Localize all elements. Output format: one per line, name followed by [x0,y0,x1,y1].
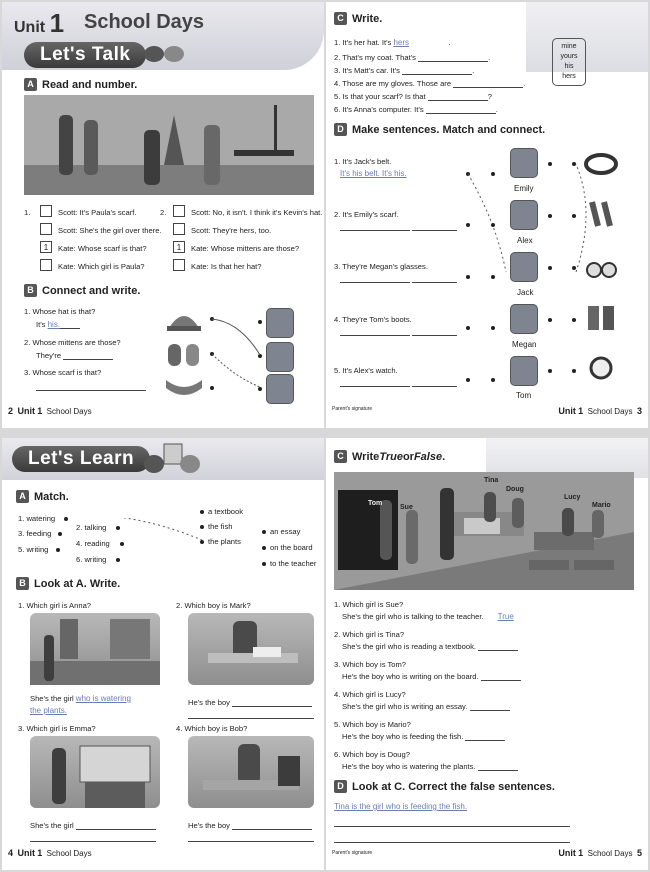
connect-dot[interactable] [548,162,552,166]
footer [558,406,642,416]
page-number: 4 [8,848,14,858]
punct: . [523,79,526,88]
kid-portrait-jack [510,252,538,282]
section-b-heading [16,577,120,590]
kid-name: Tom [516,391,532,400]
answer-prefix: She's the girl [30,694,74,703]
answer-line [340,327,457,336]
page-3 [326,2,648,428]
kid-portrait-alex [510,200,538,230]
blank[interactable] [478,643,518,651]
mittens-icon [164,340,204,368]
section-d-heading [334,123,545,136]
connect-dot[interactable] [466,326,470,330]
unit-word: Unit [14,19,46,36]
blank[interactable] [478,763,518,771]
question: 4. Which boy is Bob? [176,724,248,733]
blank[interactable] [63,352,113,360]
section-title: Look at A. Write. [34,577,121,590]
connect-dot[interactable] [548,369,552,373]
answer-line [188,821,312,830]
unit-number: 1 [49,8,65,38]
punct: . [495,105,498,114]
blank[interactable] [412,328,457,336]
answer-line [334,802,570,811]
statement: He's the boy who is watering the plants. [342,762,476,771]
statement-line [342,732,505,741]
answer-prefix: He's the boy [188,698,230,707]
punct: . [488,53,491,62]
character-label: Mario [592,502,611,509]
sentence-prompt: 1. It's Jack's belt. [334,157,392,166]
footer [8,406,92,416]
match-item: 5. writing [18,545,49,554]
blank[interactable] [76,822,156,830]
footer-title: School Days [46,849,92,858]
section-d-heading [334,780,555,793]
section-b-heading [24,284,140,297]
connect-dot[interactable] [491,378,495,382]
section-letter: A [24,78,37,91]
answer-line [188,698,312,707]
connect-lines [210,317,260,392]
blank[interactable] [188,834,314,842]
sentence-prompt: 5. It's Alex's watch. [334,366,398,375]
question: 3. Which boy is Tom? [334,660,407,669]
connect-dot[interactable] [548,318,552,322]
match-item: the fish [208,522,233,531]
question: 2. Whose mittens are those? [24,338,121,347]
answer-line [340,222,457,231]
answer-line [30,706,156,715]
order-box[interactable] [40,205,52,217]
handwritten-answer[interactable]: Tina is the girl who is feeding the fish. [334,802,468,811]
order-box[interactable]: 1 [173,241,185,253]
kid-name: Emily [514,184,534,193]
dialog-line: Kate: Which girl is Paula? [58,262,145,271]
match-item: an essay [270,527,301,536]
blank[interactable] [60,321,80,329]
character-label: Tom [368,500,383,507]
blank[interactable] [340,379,410,387]
word: his [564,63,574,70]
connect-dot[interactable] [56,548,60,552]
page-5 [326,438,648,870]
connect-dot[interactable] [572,369,576,373]
statement-line [342,702,510,711]
blank[interactable] [340,223,410,231]
connect-dot[interactable] [200,525,204,529]
word-box [552,38,586,86]
connect-dot[interactable] [548,266,552,270]
connect-lines [466,162,648,282]
footer-unit-num: 1 [37,406,43,416]
scarf-icon [164,374,204,400]
handwritten-answer[interactable]: It's his belt. It's his. [340,169,407,178]
question: 1. Which girl is Anna? [18,601,92,610]
belt-icon [584,150,618,178]
handwritten-answer[interactable]: True [497,612,514,621]
section-letter: C [334,450,347,463]
dialog-line: Scott: They're hers, too. [191,226,272,235]
prompt: 1. It's her hat. It's [334,38,392,47]
page-4 [2,438,324,870]
answer-line [340,274,457,283]
punct: . [448,38,451,47]
answer-line [334,834,570,843]
blank[interactable] [334,835,570,843]
answer-line [36,382,146,391]
section-letter: D [334,123,347,136]
kid-portrait-tom [510,356,538,386]
handwritten-answer[interactable]: hers [393,38,410,47]
dialog-line: Kate: Whose scarf is that? [58,244,147,253]
footer [558,848,642,858]
footer-unit: Unit [558,406,576,416]
hat-icon [164,304,204,332]
kid-name: Jack [517,288,534,297]
footer-title: School Days [587,849,633,858]
sentence-prompt: 3. They're Megan's glasses. [334,262,428,271]
order-box[interactable] [173,259,185,271]
question: 1. Whose hat is that? [24,307,96,316]
footer-unit-num: 1 [37,848,43,858]
dialog-line: Scott: No, it isn't. I think it's Kevin's hat. [191,208,323,217]
glasses-icon [584,254,618,282]
statement-line [342,762,518,771]
park-illustration [24,95,314,195]
question: 4. Which girl is Lucy? [334,690,406,699]
statement-line [342,642,518,651]
match-item: 1. watering [18,514,56,523]
exercise-line [334,105,498,114]
character-label: Lucy [564,494,581,501]
exercise-line [334,66,474,75]
page-number: 5 [636,848,642,858]
section-c-heading [334,450,445,463]
statement: She's the girl who is writing an essay. [342,702,468,711]
section-letter: A [16,490,29,503]
connect-dot[interactable] [116,558,120,562]
connect-dot[interactable] [466,378,470,382]
prompt: 3. It's Matt's car. It's [334,66,400,75]
section-title: Look at C. Correct the false sentences. [352,780,555,793]
punct: . [472,66,475,75]
sentence-prompt: 4. They're Tom's boots. [334,315,412,324]
prompt: 4. Those are my gloves. Those are [334,79,452,88]
blank[interactable] [470,703,510,711]
order-box[interactable] [173,223,185,235]
kid-portrait-megan [510,304,538,334]
connect-dot[interactable] [200,540,204,544]
match-item: on the board [270,543,313,552]
prompt: 6. It's Anna's computer. It's [334,105,424,114]
prompt: 5. Is that your scarf? Is that [334,92,426,101]
statement-line [342,672,521,681]
page-number: 3 [636,406,642,416]
kid-portrait [266,374,294,404]
blank[interactable] [453,79,526,88]
statement: She's the girl who is reading a textbook. [342,642,476,651]
blank[interactable] [36,383,146,391]
footer-title: School Days [587,407,633,416]
section-title: Connect and write. [42,284,141,297]
section-title: Match. [34,490,69,503]
blank[interactable] [30,834,156,842]
answer-line [334,818,570,827]
ghost-banner [526,2,648,72]
answer-line [30,694,131,703]
parent-signature-label: Parent's signature [332,850,373,856]
boy-reading-illustration [188,736,314,808]
answer-prefix: They're [36,351,62,360]
section-title: Make sentences. Match and connect. [352,123,546,136]
question: 1. Which girl is Sue? [334,600,404,609]
question: 5. Which boy is Mario? [334,720,411,729]
footer-title: School Days [46,407,92,416]
connect-dot[interactable] [491,172,495,176]
character-label: Tina [484,477,499,484]
match-item: the plants [208,537,241,546]
connect-dot[interactable] [58,532,62,536]
kid-name: Megan [512,340,537,349]
statement: He's the boy who is feeding the fish. [342,732,464,741]
order-box[interactable]: 1 [40,241,52,253]
title-true: True [379,450,403,463]
boy-writing-illustration [188,613,314,685]
answer-line [36,351,113,360]
character-label: Doug [506,486,524,493]
statement: She's the girl who is talking to the teacher. [342,612,484,621]
unit-label [14,8,64,39]
answer-line [340,378,457,387]
statement-line [342,612,526,621]
cats-icon [142,40,186,62]
answer-prefix: He's the boy [188,821,230,830]
footer-unit: Unit [17,406,35,416]
blank[interactable] [188,711,314,719]
blank[interactable] [428,93,488,101]
answer-line [188,833,314,842]
answer-line [30,821,156,830]
answer-prefix: It's [36,320,46,329]
footer-unit-num: 1 [578,848,584,858]
handwritten-answer[interactable]: who is watering [75,694,131,703]
connect-dot[interactable] [262,562,266,566]
section-title: Read and number. [42,78,138,91]
blank[interactable] [232,699,312,707]
word: yours [560,53,578,60]
blank[interactable] [465,733,505,741]
answer-prefix: She's the girl [30,821,74,830]
character-label: Sue [400,504,413,511]
connect-dot[interactable] [572,266,576,270]
blank[interactable] [426,106,496,114]
match-item: a textbook [208,507,244,516]
girl-feeding-fish-illustration [30,736,160,808]
title-part: or [402,450,414,463]
handwritten-answer: his. [47,320,61,329]
section-c-heading [334,12,382,25]
title-false: False [413,450,443,463]
statement: He's the boy who is writing on the board. [342,672,479,681]
unit-title: School Days [84,11,205,33]
question: 2. Which girl is Tina? [334,630,405,639]
kid-portrait-emily [510,148,538,178]
watch-icon [584,354,618,382]
footer [8,848,92,858]
exercise-line [334,79,525,88]
title-part: . [442,450,446,463]
page-number: 2 [8,406,14,416]
match-item: 2. talking [76,523,107,532]
blank[interactable] [232,822,312,830]
kid-name: Alex [517,236,533,245]
kid-portrait [266,308,294,338]
connect-dot[interactable] [262,546,266,550]
connect-dot[interactable] [572,214,576,218]
connect-dot[interactable] [548,214,552,218]
section-a-heading [16,490,69,503]
sentence-prompt: 2. It's Emily's scarf. [334,210,399,219]
exercise-line [334,53,490,62]
section-letter: B [16,577,29,590]
item-number: 2. [160,208,167,217]
question: 2. Which boy is Mark? [176,601,251,610]
connect-dot[interactable] [491,223,495,227]
answer-line [36,320,80,329]
handwritten-answer[interactable]: the plants. [30,706,67,715]
question: 6. Which boy is Doug? [334,750,410,759]
page-2 [2,2,324,428]
blank[interactable] [402,66,475,75]
match-item: 4. reading [76,539,110,548]
footer-unit: Unit [17,848,35,858]
kid-portrait [266,342,294,372]
dialog-line: Scott: She's the girl over there. [58,226,162,235]
word: mine [561,43,577,50]
dialog-line: Scott: It's Paula's scarf. [58,208,137,217]
match-item: to the teacher [270,559,317,568]
section-title: Write. [352,12,383,25]
title-part: Write [352,450,380,463]
connect-lines [64,518,204,558]
word: hers [562,73,576,80]
footer-unit: Unit [558,848,576,858]
blank[interactable] [334,819,570,827]
lets-learn-banner: Let's Learn [12,446,150,472]
answer-line [30,833,156,842]
connect-dot[interactable] [262,530,266,534]
boots-icon [584,304,618,332]
dialog-line: Kate: Whose mittens are those? [191,244,300,253]
section-letter: C [334,12,347,25]
item-number: 1. [24,208,31,217]
blank[interactable] [412,223,457,231]
connect-dot[interactable] [491,275,495,279]
section-letter: D [334,780,347,793]
dialog-line: Kate: Is that her hat? [191,262,262,271]
connect-dot[interactable] [572,162,576,166]
blank[interactable] [412,275,457,283]
connect-dot[interactable] [200,510,204,514]
connect-dot[interactable] [572,318,576,322]
order-box[interactable] [40,259,52,271]
match-item: 3. feeding [18,529,52,538]
girl-watering-illustration [30,613,160,685]
section-a-heading [24,78,137,91]
punct: ? [487,92,492,101]
question: 3. Whose scarf is that? [24,368,102,377]
cats-icon [142,440,202,476]
order-box[interactable] [173,205,185,217]
exercise-line [334,38,451,47]
exercise-line [334,92,492,101]
section-letter: B [24,284,37,297]
order-box[interactable] [40,223,52,235]
answer-line [188,710,314,719]
blank[interactable] [340,328,410,336]
footer-unit-num: 1 [578,406,584,416]
question: 3. Which girl is Emma? [18,724,96,733]
blank[interactable] [481,673,521,681]
connect-dot[interactable] [491,326,495,330]
answer-line [340,169,458,178]
blank[interactable] [412,379,457,387]
blank[interactable] [418,53,491,62]
prompt: 2. That's my coat. That's [334,53,416,62]
blank[interactable] [340,275,410,283]
lets-talk-banner: Let's Talk [24,42,146,68]
scarf-icon [584,200,618,228]
parent-signature-label: Parent's signature [332,406,373,412]
match-item: 6. writing [76,555,107,564]
classroom-illustration [334,472,634,590]
